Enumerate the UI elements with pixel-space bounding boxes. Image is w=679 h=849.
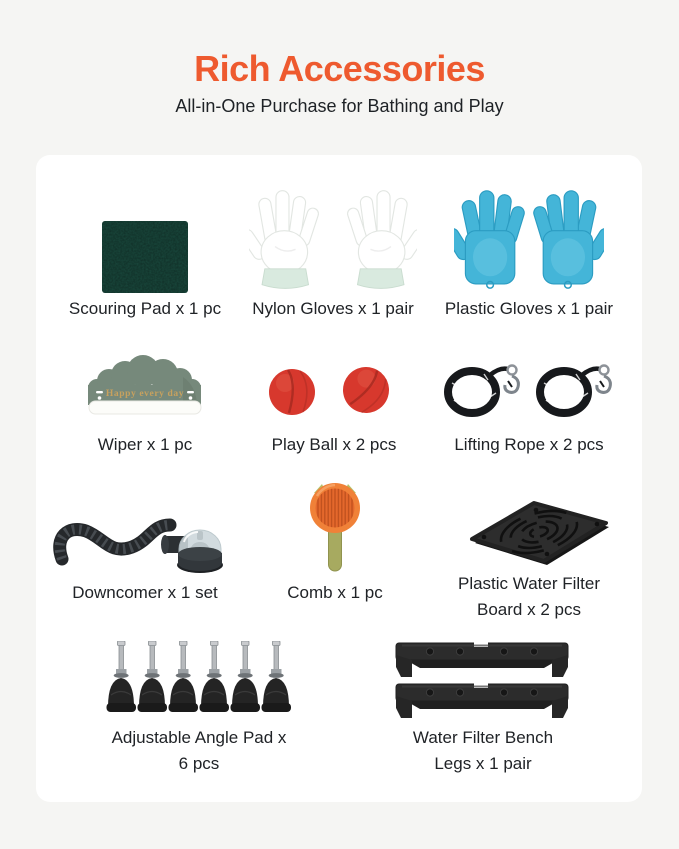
item-angle-pad xyxy=(106,641,292,777)
page-subtitle: All-in-One Purchase for Bathing and Play xyxy=(175,96,504,116)
item-scouring-pad xyxy=(60,192,230,322)
nylon-gloves-image xyxy=(248,185,418,296)
downcomer-image xyxy=(50,495,240,573)
item-wiper xyxy=(60,355,230,458)
item-label: Play Ball x 2 pcs xyxy=(271,435,397,454)
play-ball-image xyxy=(249,361,419,417)
comb-image xyxy=(250,481,420,573)
item-label: Scouring Pad x 1 pc xyxy=(68,299,222,318)
page-title: Rich Accessories xyxy=(194,48,485,89)
item-label: Plastic Water Filter Board x 2 pcs xyxy=(457,574,600,619)
item-plastic-gloves xyxy=(440,185,618,322)
item-bench-legs xyxy=(388,639,578,777)
wiper-engraving-text: Happy every day xyxy=(105,389,185,399)
angle-pad-image xyxy=(106,641,292,719)
item-comb xyxy=(250,481,420,606)
lifting-rope-image xyxy=(442,357,616,417)
item-label: Lifting Rope x 2 pcs xyxy=(454,435,604,454)
filter-board-image xyxy=(436,493,622,565)
bench-legs-image xyxy=(388,639,578,719)
item-lifting-rope xyxy=(442,357,616,458)
item-nylon-gloves xyxy=(248,185,418,322)
item-label: Comb x 1 pc xyxy=(287,583,383,602)
item-label: Downcomer x 1 set xyxy=(72,583,218,602)
item-label: Nylon Gloves x 1 pair xyxy=(252,299,414,318)
scouring-pad-image xyxy=(60,192,230,296)
item-label: Adjustable Angle Pad x 6 pcs xyxy=(111,728,287,773)
accessories-card xyxy=(36,155,642,802)
item-label: Water Filter Bench Legs x 1 pair xyxy=(412,728,554,773)
item-play-ball xyxy=(249,361,419,458)
item-label: Wiper x 1 pc xyxy=(97,435,193,454)
item-label: Plastic Gloves x 1 pair xyxy=(444,299,614,318)
plastic-gloves-image xyxy=(440,185,618,296)
item-filter-board xyxy=(436,493,622,623)
item-downcomer xyxy=(50,495,240,606)
wiper-image xyxy=(60,355,230,417)
